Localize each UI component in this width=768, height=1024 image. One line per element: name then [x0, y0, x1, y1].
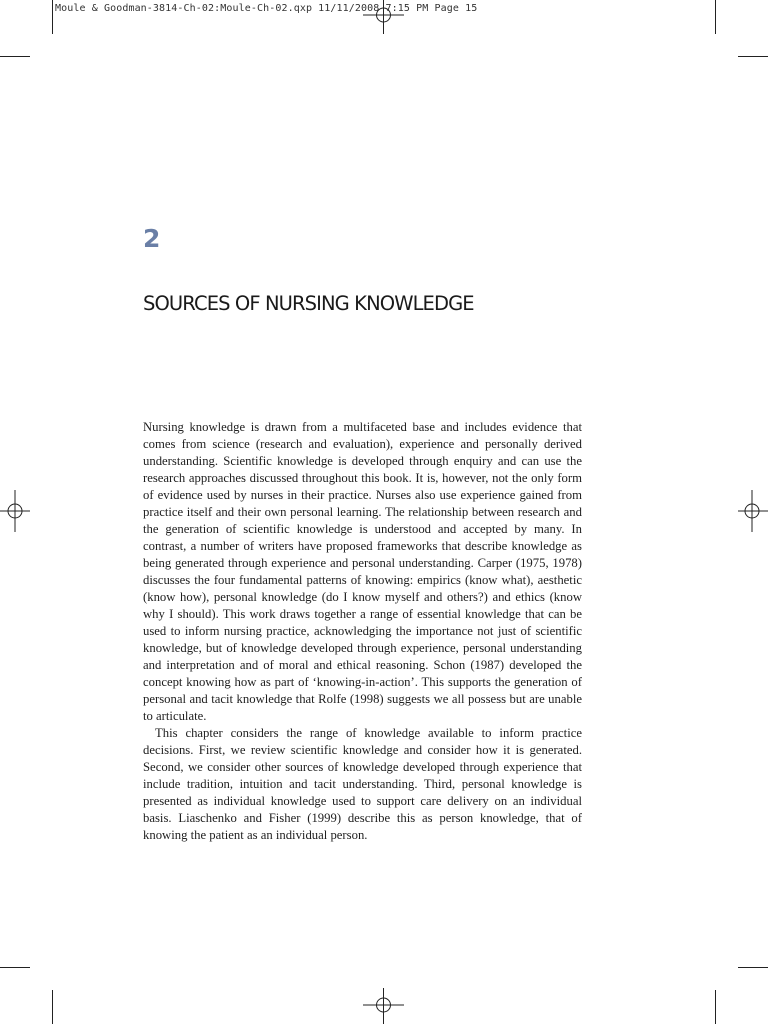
body-paragraph: Nursing knowledge is drawn from a multifaceted base and includes evidence that comes from science (research and evaluation), experience and personally derived understanding. Scientific knowledge is developed through enquiry and can use the research approaches discussed throughout this book. It is, however, not the only form of evidence used by nurses in their practice. Nurses also use experience gained from practice itself and their own personal learning. The relationship between research and the generation of scientific knowledge is understood and accepted by many. In contrast, a number of writers have proposed frameworks that describe knowledge as being generated through experience and personal understanding. Carper (1975, 1978) discusses the four fundamental patterns of knowing: empirics (know what), aesthetic (know how), personal knowledge (do I know myself and others?) and ethics (know why I should). This work draws together a range of essential knowledge that can be used to inform nursing practice, acknowledging the importance not just of scientific knowledge, but of knowledge developed through experience, personal understanding and interpretation and of moral and ethical reasoning. Schon (1987) developed the concept knowing how as part of ‘knowing-in-action’. This supports the generation of personal and tacit knowledge that Rolfe (1998) suggests we all possess but are unable to articulate. — [143, 420, 582, 723]
page-slug: Moule & Goodman-3814-Ch-02:Moule-Ch-02.qxp 11/11/2008 7:15 PM Page 15 — [55, 3, 478, 14]
registration-mark-bottom — [363, 988, 404, 1024]
registration-mark-left — [0, 490, 30, 532]
chapter-body — [143, 419, 582, 844]
registration-mark-top — [363, 0, 404, 34]
chapter-number: 2 — [143, 224, 161, 253]
registration-mark-right — [738, 490, 768, 532]
chapter-title: SOURCES OF NURSING KNOWLEDGE — [143, 292, 474, 315]
body-paragraph: This chapter considers the range of knowledge available to inform practice decisions. First, we review scientific knowledge and consider how it is generated. Second, we consider other sources of knowledge developed through experience that include tradition, intuition and tacit understanding. Third, personal knowledge is presented as individual knowledge used to support care delivery on an individual basis. Liaschenko and Fisher (1999) describe this as person knowledge, that of knowing the patient as an individual person. — [143, 726, 582, 842]
